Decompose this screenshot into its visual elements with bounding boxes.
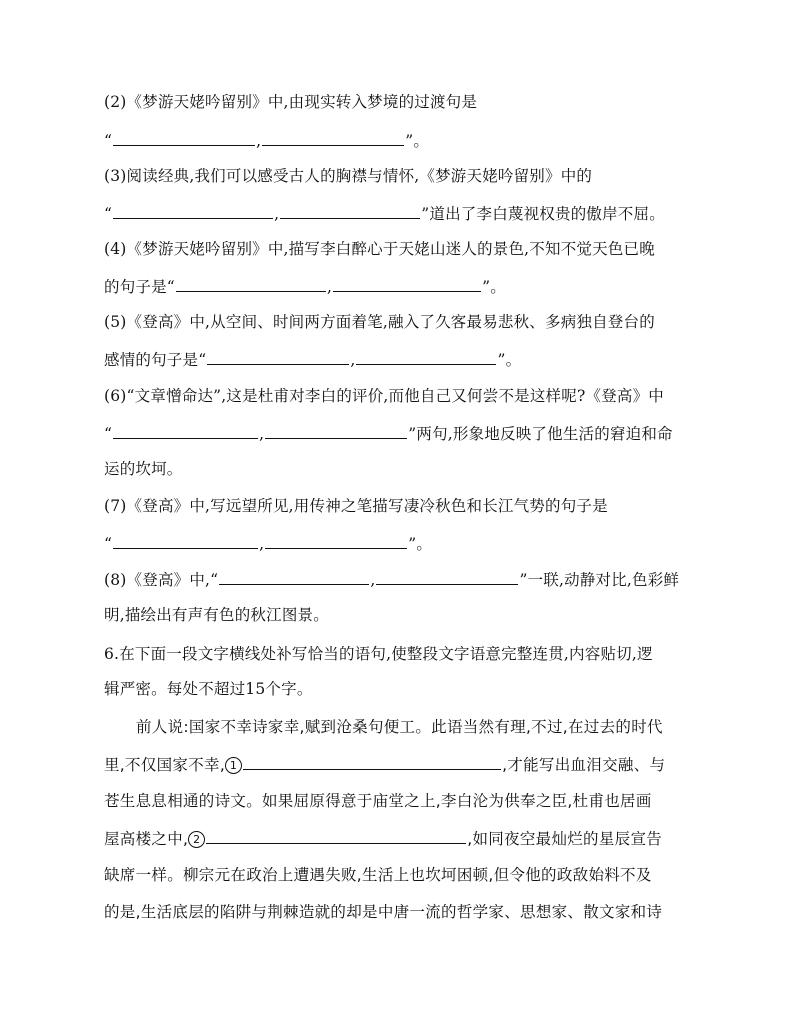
- answer-blank[interactable]: [113, 422, 258, 439]
- question-8-answer-line: [104, 568, 679, 591]
- question-7-text: [104, 495, 608, 517]
- question-3-tail: ”道出了李白蔑视权贵的傲岸不屈。: [421, 205, 665, 223]
- answer-blank[interactable]: [219, 568, 369, 585]
- question-8-tail: ”一联,动静对比,色彩鲜: [519, 571, 680, 589]
- passage-text: ,才能写出血泪交融、与: [502, 756, 666, 774]
- passage-text: 前人说:国家不幸诗家幸,赋到沧桑句便工。此语当然有理,不过,在过去的时代: [136, 718, 663, 736]
- answer-blank[interactable]: [207, 348, 349, 365]
- question-8-prompt-cont: 明,描绘出有声有色的秋江图景。: [104, 606, 329, 624]
- passage-text: 缺席一样。柳宗元在政治上遭遇失败,生活上也坎坷困顿,但令他的政敌始料不及: [104, 866, 652, 884]
- answer-blank[interactable]: [376, 568, 518, 585]
- question-5-prefix: 感情的句子是“: [104, 351, 207, 369]
- question-2-prompt: (2)《梦游天姥吟留别》中,由现实转入梦境的过渡句是: [104, 93, 478, 111]
- question-6-answer-line: [104, 422, 673, 445]
- open-quote: “: [104, 425, 113, 443]
- close-quote: ”。: [497, 351, 522, 369]
- question-4-prompt: (4)《梦游天姥吟留别》中,描写李白醉心于天姥山迷人的景色,不知不觉天色已晚: [104, 240, 655, 258]
- comma: ,: [256, 132, 262, 150]
- comma: ,: [370, 571, 376, 589]
- task-6-heading-cont: [104, 678, 313, 700]
- answer-blank[interactable]: [265, 422, 407, 439]
- passage-text: 苍生息息相通的诗文。如果屈原得意于庙堂之上,李白沦为供奉之臣,杜甫也居画: [104, 792, 652, 810]
- passage-line-2: [104, 753, 665, 776]
- close-quote: ”。: [482, 278, 506, 296]
- task-6-instruction-cont: 辑严密。每处不超过15个字。: [104, 680, 313, 698]
- question-4-text: [104, 238, 655, 260]
- answer-blank[interactable]: [113, 202, 273, 219]
- question-8-prefix: (8)《登高》中,“: [104, 571, 219, 589]
- question-3-prompt: (3)阅读经典,我们可以感受古人的胸襟与情怀,《梦游天姥吟留别》中的: [104, 167, 593, 185]
- passage-line-6: [104, 901, 662, 923]
- open-quote: “: [104, 132, 113, 150]
- comma: ,: [259, 425, 265, 443]
- close-quote: ”。: [405, 132, 430, 150]
- fill-blank-1[interactable]: [243, 753, 501, 770]
- answer-blank[interactable]: [113, 532, 258, 549]
- question-4-prefix: 的句子是“: [104, 278, 175, 296]
- passage-text: ,如同夜空最灿烂的星辰宣告: [467, 830, 663, 848]
- question-5-prompt: (5)《登高》中,从空间、时间两方面着笔,融入了久客最易悲秋、多病独自登台的: [104, 313, 655, 331]
- question-3-text: [104, 165, 592, 187]
- question-5-text: [104, 311, 655, 333]
- question-6-prompt-cont: 运的坎坷。: [104, 460, 183, 478]
- question-2-answer-line: [104, 129, 429, 152]
- question-6-tail: ”两句,形象地反映了他生活的窘迫和命: [408, 425, 673, 443]
- answer-blank[interactable]: [280, 202, 420, 219]
- answer-blank[interactable]: [176, 275, 326, 292]
- comma: ,: [274, 205, 280, 223]
- comma: ,: [259, 535, 265, 553]
- task-6-instruction: 6.在下面一段文字横线处补写恰当的语句,使整段文字语意完整连贯,内容贴切,逻: [104, 645, 653, 663]
- passage-text: 的是,生活底层的陷阱与荆棘造就的却是中唐一流的哲学家、思想家、散文家和诗: [104, 903, 663, 921]
- passage-line-1: [136, 716, 663, 738]
- circled-number-2: 2: [188, 831, 205, 848]
- question-3-answer-line: [104, 202, 665, 225]
- passage-text: 里,不仅国家不幸,: [104, 756, 226, 774]
- comma: ,: [326, 278, 333, 296]
- question-4-answer-line: [104, 275, 506, 298]
- answer-blank[interactable]: [262, 129, 404, 146]
- question-5-answer-line: [104, 348, 521, 371]
- passage-line-4: [104, 827, 662, 850]
- passage-text: 屋高楼之中,: [104, 830, 189, 848]
- question-6-text: [104, 385, 664, 407]
- question-7-prompt: (7)《登高》中,写远望所见,用传神之笔描写凄冷秋色和长江气势的句子是: [104, 497, 608, 515]
- circled-number-1: 1: [225, 757, 242, 774]
- passage-line-3: [104, 790, 652, 812]
- fill-blank-2[interactable]: [206, 827, 466, 844]
- question-6-text-cont: [104, 458, 183, 480]
- question-2-text: [104, 91, 477, 113]
- answer-blank[interactable]: [356, 348, 496, 365]
- answer-blank[interactable]: [333, 275, 481, 292]
- question-6-prompt: (6)“文章憎命达”,这是杜甫对李白的评价,而他自己又何尝不是这样呢?《登高》中: [104, 387, 664, 405]
- close-quote: ”。: [408, 535, 433, 553]
- answer-blank[interactable]: [265, 532, 407, 549]
- open-quote: “: [104, 535, 113, 553]
- passage-line-5: [104, 864, 652, 886]
- open-quote: “: [104, 205, 113, 223]
- task-6-heading: [104, 643, 653, 665]
- answer-blank[interactable]: [113, 129, 255, 146]
- question-7-answer-line: [104, 532, 432, 555]
- question-8-text-cont: [104, 604, 329, 626]
- comma: ,: [350, 351, 356, 369]
